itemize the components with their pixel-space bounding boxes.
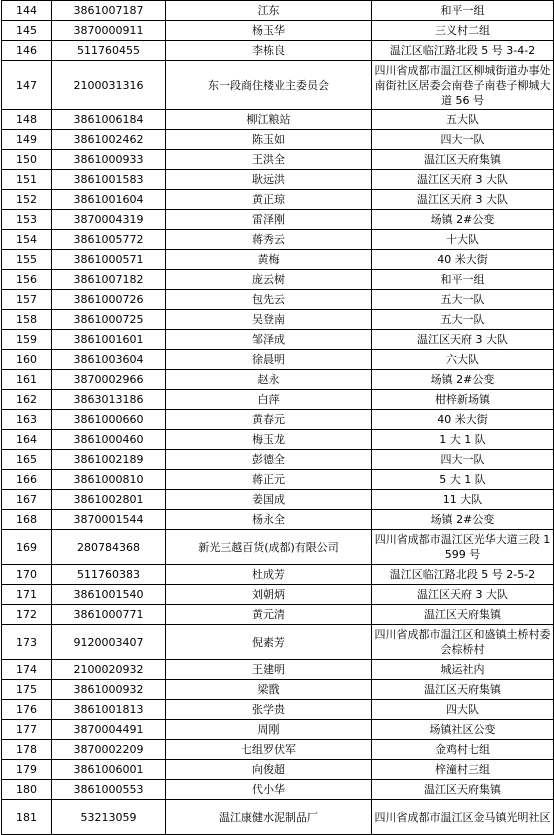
- cell-address: 城运社内: [372, 660, 554, 680]
- cell-name: 蒋秀云: [166, 230, 372, 250]
- records-table-body: [2, 1, 554, 835]
- cell-address: 温江区临江路北段 5 号 2-5-2: [372, 565, 554, 585]
- cell-index: 147: [2, 61, 52, 110]
- cell-index: 161: [2, 370, 52, 390]
- table-row: [2, 470, 554, 490]
- cell-address: 十大队: [372, 230, 554, 250]
- cell-name: 王建明: [166, 660, 372, 680]
- cell-account: 3861006001: [52, 760, 166, 780]
- cell-address: 温江区天府 3 大队: [372, 170, 554, 190]
- cell-account: 3861002189: [52, 450, 166, 470]
- records-table: [1, 0, 554, 835]
- cell-address: 场镇 2#公变: [372, 370, 554, 390]
- table-row: [2, 780, 554, 800]
- cell-account: 3861001583: [52, 170, 166, 190]
- cell-account: 511760455: [52, 41, 166, 61]
- cell-index: 157: [2, 290, 52, 310]
- cell-name: 杨永全: [166, 510, 372, 530]
- table-row: [2, 430, 554, 450]
- table-row: [2, 530, 554, 565]
- cell-address: 三义村二组: [372, 21, 554, 41]
- cell-account: 3870001544: [52, 510, 166, 530]
- cell-account: 3861001601: [52, 330, 166, 350]
- cell-account: 3870004319: [52, 210, 166, 230]
- cell-name: 黄正琼: [166, 190, 372, 210]
- cell-account: 3861000725: [52, 310, 166, 330]
- cell-name: 江东: [166, 1, 372, 21]
- cell-name: 蒋正元: [166, 470, 372, 490]
- cell-address: 11 大队: [372, 490, 554, 510]
- cell-account: 3861000726: [52, 290, 166, 310]
- cell-index: 165: [2, 450, 52, 470]
- cell-address: 四大队: [372, 700, 554, 720]
- cell-name: 向俊超: [166, 760, 372, 780]
- cell-address: 温江区天府集镇: [372, 150, 554, 170]
- cell-address: 5 大 1 队: [372, 470, 554, 490]
- cell-name: 包先云: [166, 290, 372, 310]
- cell-account: 3861002801: [52, 490, 166, 510]
- cell-address: 40 米大街: [372, 250, 554, 270]
- cell-index: 170: [2, 565, 52, 585]
- table-row: [2, 490, 554, 510]
- cell-address: 五大一队: [372, 290, 554, 310]
- cell-index: 181: [2, 800, 52, 835]
- cell-index: 166: [2, 470, 52, 490]
- table-row: [2, 740, 554, 760]
- cell-name: 黄元清: [166, 605, 372, 625]
- cell-name: 李栋良: [166, 41, 372, 61]
- cell-address: 梓潼村三组: [372, 760, 554, 780]
- cell-index: 146: [2, 41, 52, 61]
- cell-account: 2100031316: [52, 61, 166, 110]
- cell-index: 174: [2, 660, 52, 680]
- cell-account: 2100020932: [52, 660, 166, 680]
- cell-index: 160: [2, 350, 52, 370]
- table-row: [2, 21, 554, 41]
- cell-name: 东一段商住楼业主委员会: [166, 61, 372, 110]
- cell-address: 温江区天府 3 大队: [372, 330, 554, 350]
- table-row: [2, 1, 554, 21]
- cell-name: 周刚: [166, 720, 372, 740]
- cell-name: 彭德全: [166, 450, 372, 470]
- cell-address: 温江区天府 3 大队: [372, 585, 554, 605]
- cell-name: 七组罗伏军: [166, 740, 372, 760]
- cell-account: 3861006184: [52, 110, 166, 130]
- cell-address: 四大一队: [372, 130, 554, 150]
- table-row: [2, 350, 554, 370]
- cell-account: 3870002209: [52, 740, 166, 760]
- table-row: [2, 720, 554, 740]
- table-row: [2, 41, 554, 61]
- table-row: [2, 150, 554, 170]
- cell-index: 158: [2, 310, 52, 330]
- table-row: [2, 270, 554, 290]
- cell-name: 王洪全: [166, 150, 372, 170]
- cell-address: 六大队: [372, 350, 554, 370]
- table-row: [2, 250, 554, 270]
- cell-index: 167: [2, 490, 52, 510]
- table-row: [2, 61, 554, 110]
- cell-name: 代小华: [166, 780, 372, 800]
- cell-name: 赵永: [166, 370, 372, 390]
- cell-name: 白萍: [166, 390, 372, 410]
- cell-address: 温江区天府集镇: [372, 780, 554, 800]
- cell-account: 3861000553: [52, 780, 166, 800]
- table-row: [2, 370, 554, 390]
- cell-name: 杨玉华: [166, 21, 372, 41]
- cell-name: 柳江粮站: [166, 110, 372, 130]
- cell-account: 3861000810: [52, 470, 166, 490]
- table-row: [2, 290, 554, 310]
- table-row: [2, 800, 554, 835]
- table-row: [2, 230, 554, 250]
- cell-account: 53213059: [52, 800, 166, 835]
- cell-index: 168: [2, 510, 52, 530]
- cell-name: 倪素芳: [166, 625, 372, 660]
- cell-address: 五大队: [372, 110, 554, 130]
- cell-index: 175: [2, 680, 52, 700]
- cell-account: 280784368: [52, 530, 166, 565]
- cell-name: 雷泽刚: [166, 210, 372, 230]
- cell-name: 新光三越百货(成都)有限公司: [166, 530, 372, 565]
- cell-index: 151: [2, 170, 52, 190]
- cell-index: 150: [2, 150, 52, 170]
- cell-index: 162: [2, 390, 52, 410]
- cell-name: 邹泽成: [166, 330, 372, 350]
- table-row: [2, 680, 554, 700]
- cell-name: 刘朝炳: [166, 585, 372, 605]
- table-row: [2, 625, 554, 660]
- cell-account: 3870000911: [52, 21, 166, 41]
- cell-address: 温江区天府集镇: [372, 605, 554, 625]
- cell-address: 场镇 2#公变: [372, 210, 554, 230]
- cell-name: 黄春元: [166, 410, 372, 430]
- cell-address: 四川省成都市温江区和盛镇土桥村委会棕桥村: [372, 625, 554, 660]
- cell-index: 159: [2, 330, 52, 350]
- cell-index: 178: [2, 740, 52, 760]
- cell-address: 温江区天府集镇: [372, 680, 554, 700]
- cell-account: 3861007187: [52, 1, 166, 21]
- cell-account: 3861002462: [52, 130, 166, 150]
- cell-account: 3861000932: [52, 680, 166, 700]
- table-row: [2, 310, 554, 330]
- cell-index: 173: [2, 625, 52, 660]
- table-row: [2, 130, 554, 150]
- cell-address: 四川省成都市温江区金马镇光明社区: [372, 800, 554, 835]
- cell-address: 场镇社区公变: [372, 720, 554, 740]
- cell-name: 温江康健水泥制品厂: [166, 800, 372, 835]
- table-row: [2, 390, 554, 410]
- cell-address: 场镇 2#公变: [372, 510, 554, 530]
- table-row: [2, 660, 554, 680]
- cell-name: 徐晨明: [166, 350, 372, 370]
- table-row: [2, 330, 554, 350]
- cell-address: 柑梓新场镇: [372, 390, 554, 410]
- cell-name: 陈玉如: [166, 130, 372, 150]
- cell-name: 庞云树: [166, 270, 372, 290]
- cell-index: 163: [2, 410, 52, 430]
- cell-index: 156: [2, 270, 52, 290]
- cell-address: 40 米大街: [372, 410, 554, 430]
- cell-address: 四大一队: [372, 450, 554, 470]
- table-row: [2, 760, 554, 780]
- cell-account: 3861007182: [52, 270, 166, 290]
- cell-index: 177: [2, 720, 52, 740]
- cell-name: 吴登南: [166, 310, 372, 330]
- cell-account: 3861001813: [52, 700, 166, 720]
- cell-index: 144: [2, 1, 52, 21]
- table-row: [2, 110, 554, 130]
- cell-account: 9120003407: [52, 625, 166, 660]
- cell-address: 温江区天府 3 大队: [372, 190, 554, 210]
- cell-name: 张学贵: [166, 700, 372, 720]
- table-row: [2, 450, 554, 470]
- table-row: [2, 565, 554, 585]
- cell-address: 五大一队: [372, 310, 554, 330]
- cell-name: 姜国成: [166, 490, 372, 510]
- cell-index: 172: [2, 605, 52, 625]
- cell-account: 3861000660: [52, 410, 166, 430]
- cell-name: 耿远洪: [166, 170, 372, 190]
- table-row: [2, 700, 554, 720]
- cell-address: 四川省成都市温江区柳城街道办事处南街社区居委会南巷子南巷子柳城大道 56 号: [372, 61, 554, 110]
- cell-account: 3861000933: [52, 150, 166, 170]
- cell-name: 杜成芳: [166, 565, 372, 585]
- table-row: [2, 410, 554, 430]
- cell-account: 511760383: [52, 565, 166, 585]
- cell-account: 3861001540: [52, 585, 166, 605]
- table-row: [2, 605, 554, 625]
- cell-address: 温江区临江路北段 5 号 3-4-2: [372, 41, 554, 61]
- cell-account: 3870004491: [52, 720, 166, 740]
- cell-address: 和平一组: [372, 270, 554, 290]
- cell-index: 154: [2, 230, 52, 250]
- cell-name: 黄梅: [166, 250, 372, 270]
- cell-index: 171: [2, 585, 52, 605]
- cell-index: 148: [2, 110, 52, 130]
- cell-account: 3861000460: [52, 430, 166, 450]
- cell-index: 152: [2, 190, 52, 210]
- cell-index: 180: [2, 780, 52, 800]
- cell-account: 3861000771: [52, 605, 166, 625]
- cell-index: 164: [2, 430, 52, 450]
- cell-account: 3861000571: [52, 250, 166, 270]
- cell-address: 和平一组: [372, 1, 554, 21]
- cell-index: 145: [2, 21, 52, 41]
- cell-index: 153: [2, 210, 52, 230]
- cell-index: 179: [2, 760, 52, 780]
- cell-account: 3861005772: [52, 230, 166, 250]
- cell-index: 155: [2, 250, 52, 270]
- cell-account: 3870002966: [52, 370, 166, 390]
- table-row: [2, 170, 554, 190]
- cell-address: 金鸡村七组: [372, 740, 554, 760]
- table-row: [2, 585, 554, 605]
- cell-account: 3861001604: [52, 190, 166, 210]
- table-row: [2, 210, 554, 230]
- table-row: [2, 510, 554, 530]
- cell-address: 1 大 1 队: [372, 430, 554, 450]
- cell-index: 169: [2, 530, 52, 565]
- cell-index: 176: [2, 700, 52, 720]
- cell-address: 四川省成都市温江区光华大道三段 1599 号: [372, 530, 554, 565]
- cell-account: 3861003604: [52, 350, 166, 370]
- table-row: [2, 190, 554, 210]
- cell-index: 149: [2, 130, 52, 150]
- cell-account: 3863013186: [52, 390, 166, 410]
- cell-name: 梁戬: [166, 680, 372, 700]
- cell-name: 梅玉龙: [166, 430, 372, 450]
